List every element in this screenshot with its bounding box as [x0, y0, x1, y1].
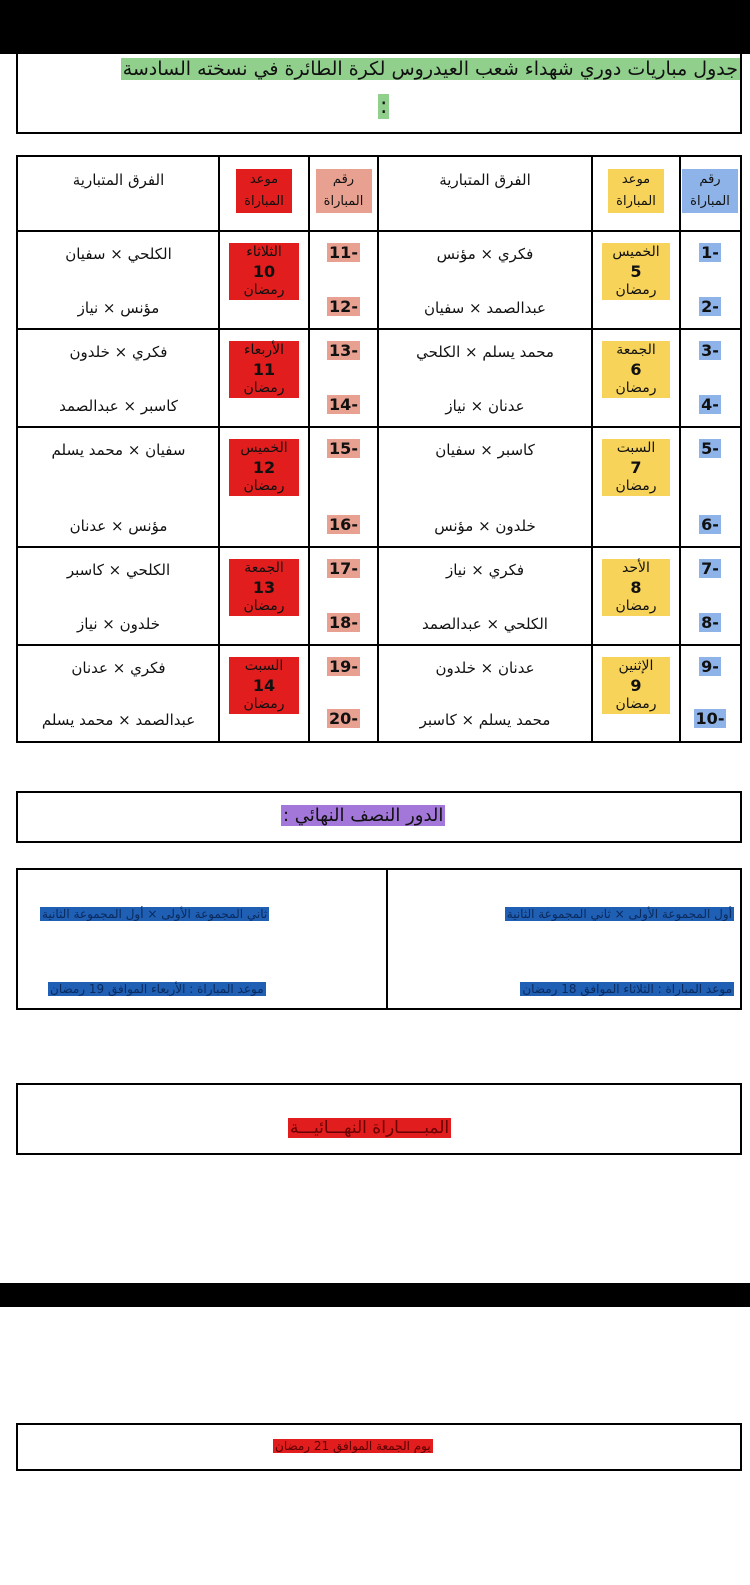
match-number	[309, 515, 378, 534]
match-teams: خلدون × نياز	[77, 615, 160, 633]
semi-right-date: موعد المباراة : الثلاثاء الموافق 18 رمضان	[522, 982, 732, 996]
match-teams: عبدالصمد × محمد يسلم	[41, 711, 196, 729]
final-title-box	[16, 1083, 742, 1155]
match-date	[592, 559, 680, 616]
match-number	[309, 613, 378, 632]
match-teams: الكلحي × عبدالصمد	[422, 615, 548, 633]
match-number	[680, 243, 740, 262]
match-number-text: 8-	[701, 613, 719, 632]
row-divider	[18, 426, 740, 428]
match-number	[680, 395, 740, 414]
match-teams: فكري × نياز	[445, 561, 525, 579]
date-num: 5	[602, 262, 670, 281]
date-day: الخميس	[602, 243, 670, 262]
match-number-text: 11-	[329, 243, 358, 262]
match-number	[680, 559, 740, 578]
match-number	[680, 439, 740, 458]
semi-divider	[386, 870, 388, 1008]
match-number-text: 12-	[329, 297, 358, 316]
schedule-table	[16, 155, 742, 743]
header-match-no-left	[309, 169, 378, 213]
semi-final-title-box	[16, 791, 742, 843]
date-num: 6	[602, 360, 670, 379]
row-divider	[18, 230, 740, 232]
header-date-left	[219, 169, 309, 213]
match-number	[680, 709, 740, 728]
match-date	[592, 243, 680, 300]
match-number-text: 5-	[701, 439, 719, 458]
match-teams: عدنان × خلدون	[435, 659, 535, 677]
match-date	[219, 559, 309, 616]
match-number	[309, 341, 378, 360]
header-match-no-right	[680, 169, 740, 213]
match-number-text: 2-	[701, 297, 719, 316]
match-teams: فكري × خلدون	[69, 343, 168, 361]
header-match-no-right-text: رقم المباراة	[682, 169, 738, 213]
semi-left-date: موعد المباراة : الأربعاء الموافق 19 رمضان	[50, 982, 264, 996]
date-day: السبت	[229, 657, 299, 676]
date-day: الجمعة	[602, 341, 670, 360]
match-teams: فكري × عدنان	[71, 659, 166, 677]
date-month: رمضان	[229, 477, 299, 496]
match-number	[309, 395, 378, 414]
date-num: 10	[229, 262, 299, 281]
match-number-text: 20-	[329, 709, 358, 728]
date-month: رمضان	[602, 597, 670, 616]
match-teams: عدنان × نياز	[445, 397, 525, 415]
date-day: الإثنين	[602, 657, 670, 676]
match-teams: عبدالصمد × سفيان	[423, 299, 546, 317]
match-teams: سفيان × محمد يسلم	[51, 441, 186, 459]
final-title: المبـــــاراة النهـــائيـــة	[290, 1118, 450, 1138]
date-day: الخميس	[229, 439, 299, 458]
match-number-text: 9-	[701, 657, 719, 676]
match-number-text: 13-	[329, 341, 358, 360]
header-teams-right-text: الفرق المتبارية	[439, 171, 531, 189]
title-box	[16, 54, 742, 134]
match-number-text: 15-	[329, 439, 358, 458]
date-num: 9	[602, 676, 670, 695]
date-num: 7	[602, 458, 670, 477]
date-month: رمضان	[229, 379, 299, 398]
page-title: جدول مباريات دوري شهداء شعب العيدروس لكرة الطائرة في نسخته السادسة	[122, 58, 738, 80]
match-number-text: 16-	[329, 515, 358, 534]
semi-right-match: أول المجموعة الأولى × ثاني المجموعة الثانية	[506, 907, 732, 921]
match-number-text: 10-	[695, 709, 725, 728]
match-number-text: 4-	[701, 395, 719, 414]
match-number-text: 19-	[329, 657, 358, 676]
date-month: رمضان	[229, 695, 299, 714]
date-num: 11	[229, 360, 299, 379]
match-date	[592, 657, 680, 714]
header-teams-left-text: الفرق المتبارية	[72, 171, 165, 189]
match-number	[309, 439, 378, 458]
final-date: يوم الجمعة الموافق 21 رمضان	[275, 1439, 431, 1453]
match-teams: الكلحي × كاسبر	[66, 561, 171, 579]
top-status-bar	[0, 0, 750, 54]
row-divider	[18, 328, 740, 330]
header-date-left-text: موعد المباراة	[236, 169, 292, 213]
match-number	[680, 341, 740, 360]
date-day: الثلاثاء	[229, 243, 299, 262]
date-num: 8	[602, 578, 670, 597]
match-number	[309, 297, 378, 316]
match-number	[309, 559, 378, 578]
match-date	[219, 439, 309, 496]
header-match-no-left-text: رقم المباراة	[316, 169, 372, 213]
match-number	[680, 515, 740, 534]
semi-final-title: الدور النصف النهائي :	[283, 805, 444, 826]
match-number	[680, 297, 740, 316]
match-number	[309, 657, 378, 676]
date-day: الأربعاء	[229, 341, 299, 360]
date-num: 12	[229, 458, 299, 477]
match-date	[592, 341, 680, 398]
row-divider	[18, 644, 740, 646]
semi-final-matches-box	[16, 868, 742, 1010]
divider-bar	[0, 1283, 750, 1307]
header-date-right	[592, 169, 680, 213]
match-number-text: 17-	[329, 559, 358, 578]
date-day: الجمعة	[229, 559, 299, 578]
date-month: رمضان	[602, 477, 670, 496]
match-date	[219, 341, 309, 398]
date-num: 13	[229, 578, 299, 597]
match-teams: كاسبر × عبدالصمد	[59, 397, 178, 415]
header-teams-right	[378, 169, 592, 191]
match-date	[592, 439, 680, 496]
row-divider	[18, 546, 740, 548]
match-number	[309, 243, 378, 262]
match-number-text: 7-	[701, 559, 719, 578]
match-number	[680, 613, 740, 632]
title-colon: :	[380, 94, 388, 119]
match-date	[219, 243, 309, 300]
semi-left-match: ثاني المجموعة الأولى × أول المجموعة الثانية	[42, 907, 268, 921]
date-month: رمضان	[602, 379, 670, 398]
match-number-text: 14-	[329, 395, 358, 414]
date-month: رمضان	[229, 597, 299, 616]
header-date-right-text: موعد المباراة	[608, 169, 664, 213]
date-month: رمضان	[229, 281, 299, 300]
date-num: 14	[229, 676, 299, 695]
date-day: الأحد	[602, 559, 670, 578]
match-teams: الكلحي × سفيان	[65, 245, 172, 263]
match-teams: خلدون × مؤنس	[434, 517, 536, 535]
match-number-text: 1-	[701, 243, 719, 262]
match-teams: محمد يسلم × الكلحي	[416, 343, 554, 361]
match-date	[219, 657, 309, 714]
match-number-text: 18-	[329, 613, 358, 632]
match-teams: فكري × مؤنس	[436, 245, 534, 263]
date-month: رمضان	[602, 695, 670, 714]
match-number-text: 3-	[701, 341, 719, 360]
match-teams: مؤنس × نياز	[77, 299, 160, 317]
match-teams: محمد يسلم × كاسبر	[419, 711, 551, 729]
date-month: رمضان	[602, 281, 670, 300]
match-number-text: 6-	[701, 515, 719, 534]
match-number	[680, 657, 740, 676]
match-teams: مؤنس × عدنان	[69, 517, 168, 535]
match-teams: كاسبر × سفيان	[435, 441, 535, 459]
date-day: السبت	[602, 439, 670, 458]
header-teams-left	[18, 169, 219, 191]
final-date-box	[16, 1423, 742, 1471]
match-number	[309, 709, 378, 728]
